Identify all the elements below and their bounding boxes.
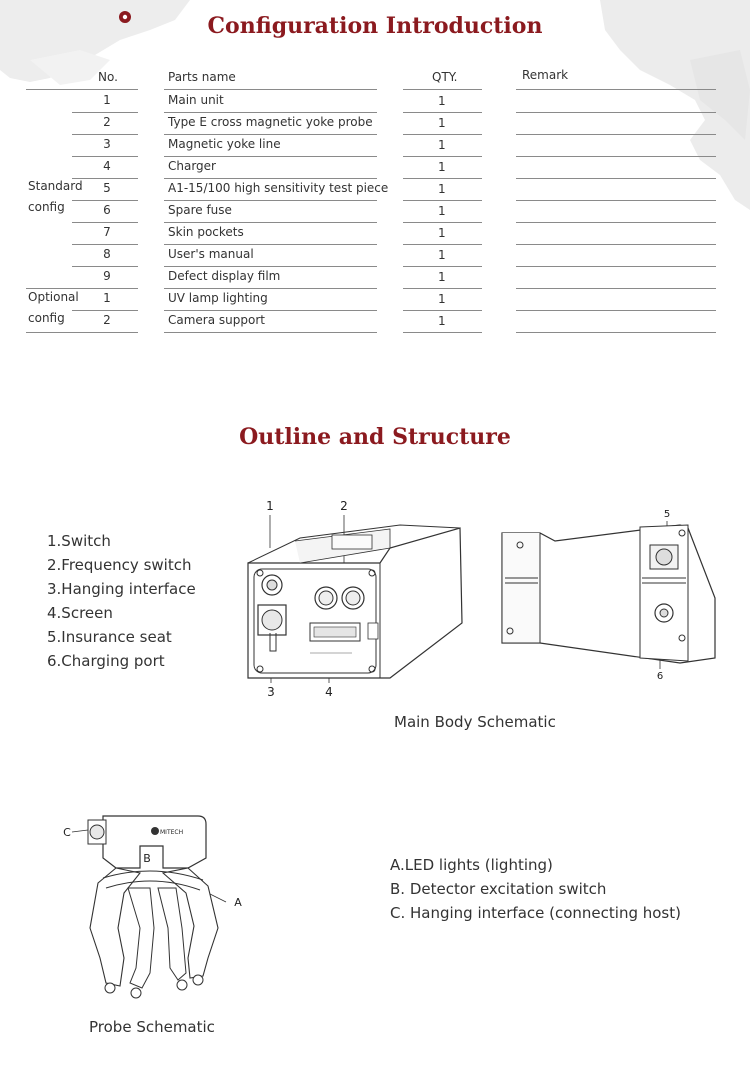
header-rule xyxy=(403,89,482,90)
row-rule xyxy=(403,134,482,135)
main-body-legend xyxy=(47,529,196,673)
main-legend-item: 3.Hanging interface xyxy=(47,580,196,598)
row-part-name: Skin pockets xyxy=(168,225,244,239)
row-rule xyxy=(516,134,716,135)
row-rule xyxy=(72,222,138,223)
row-rule xyxy=(164,266,377,267)
row-rule xyxy=(516,332,716,333)
callout-2: 2 xyxy=(340,499,348,513)
probe-drawing xyxy=(58,808,248,1013)
callout-4: 4 xyxy=(325,685,333,699)
row-rule xyxy=(72,134,138,135)
row-part-name: Defect display film xyxy=(168,269,281,283)
row-qty: 1 xyxy=(438,94,446,108)
row-rule xyxy=(72,112,138,113)
row-no: 6 xyxy=(103,203,111,217)
row-qty: 1 xyxy=(438,138,446,152)
callout-C: C xyxy=(63,826,71,839)
row-no: 5 xyxy=(103,181,111,195)
config-title: Configuration Introduction xyxy=(207,13,543,39)
callout-3: 3 xyxy=(267,685,275,699)
row-rule xyxy=(26,332,138,333)
row-part-name: Camera support xyxy=(168,313,265,327)
main-legend-item: 1.Switch xyxy=(47,532,111,550)
row-rule xyxy=(403,200,482,201)
row-rule xyxy=(164,244,377,245)
main-legend-item: 6.Charging port xyxy=(47,652,165,670)
row-rule xyxy=(516,222,716,223)
group-label-optional: config xyxy=(28,311,65,325)
row-rule xyxy=(72,244,138,245)
row-rule xyxy=(72,200,138,201)
row-rule xyxy=(164,310,377,311)
row-no: 9 xyxy=(103,269,111,283)
main-body-caption: Main Body Schematic xyxy=(394,713,556,731)
row-rule xyxy=(516,156,716,157)
row-rule xyxy=(26,288,138,289)
row-rule xyxy=(516,178,716,179)
outline-title: Outline and Structure xyxy=(239,424,511,450)
group-label-optional: Optional xyxy=(28,290,79,304)
header-rule xyxy=(26,89,138,90)
row-qty: 1 xyxy=(438,160,446,174)
probe-legend-item: B. Detector excitation switch xyxy=(390,880,607,898)
main-legend-item: 4.Screen xyxy=(47,604,113,622)
callout-A: A xyxy=(234,896,242,909)
row-rule xyxy=(164,156,377,157)
row-no: 3 xyxy=(103,137,111,151)
row-rule xyxy=(164,112,377,113)
main-legend-item: 2.Frequency switch xyxy=(47,556,192,574)
row-rule xyxy=(164,332,377,333)
row-qty: 1 xyxy=(438,292,446,306)
header-rule xyxy=(164,89,377,90)
probe-caption: Probe Schematic xyxy=(89,1018,215,1036)
row-rule xyxy=(516,310,716,311)
row-qty: 1 xyxy=(438,314,446,328)
main-unit-side-drawing xyxy=(500,503,720,688)
row-qty: 1 xyxy=(438,248,446,262)
row-qty: 1 xyxy=(438,226,446,240)
row-qty: 1 xyxy=(438,116,446,130)
row-qty: 1 xyxy=(438,270,446,284)
row-rule xyxy=(72,156,138,157)
probe-legend-item: C. Hanging interface (connecting host) xyxy=(390,904,681,922)
callout-6: 6 xyxy=(656,671,664,682)
row-rule xyxy=(403,244,482,245)
header-no: No. xyxy=(98,70,118,84)
row-rule xyxy=(164,288,377,289)
main-legend-item: 5.Insurance seat xyxy=(47,628,172,646)
row-rule xyxy=(164,200,377,201)
row-rule xyxy=(403,112,482,113)
row-rule xyxy=(403,288,482,289)
row-rule xyxy=(516,244,716,245)
row-part-name: Charger xyxy=(168,159,216,173)
row-no: 8 xyxy=(103,247,111,261)
row-rule xyxy=(516,112,716,113)
row-part-name: Spare fuse xyxy=(168,203,232,217)
row-part-name: Type E cross magnetic yoke probe xyxy=(168,115,373,129)
row-no: 1 xyxy=(103,291,111,305)
row-rule xyxy=(403,332,482,333)
row-rule xyxy=(72,266,138,267)
row-rule xyxy=(516,266,716,267)
row-part-name: Main unit xyxy=(168,93,224,107)
main-unit-front-drawing xyxy=(240,493,470,703)
row-no: 4 xyxy=(103,159,111,173)
header-rule xyxy=(516,89,716,90)
row-part-name: UV lamp lighting xyxy=(168,291,268,305)
row-rule xyxy=(164,178,377,179)
row-no: 7 xyxy=(103,225,111,239)
header-remark: Remark xyxy=(522,68,569,82)
row-rule xyxy=(403,156,482,157)
row-qty: 1 xyxy=(438,204,446,218)
row-rule xyxy=(72,310,138,311)
callout-5: 5 xyxy=(663,509,671,520)
row-rule xyxy=(403,222,482,223)
row-no: 2 xyxy=(103,115,111,129)
row-rule xyxy=(164,134,377,135)
row-rule xyxy=(403,310,482,311)
brand-mark: MITECH xyxy=(160,829,184,836)
row-qty: 1 xyxy=(438,182,446,196)
row-no: 2 xyxy=(103,313,111,327)
row-part-name: A1-15/100 high sensitivity test piece xyxy=(168,181,389,195)
probe-legend xyxy=(390,853,681,925)
row-rule xyxy=(516,288,716,289)
header-parts: Parts name xyxy=(168,70,236,84)
row-rule xyxy=(164,222,377,223)
row-rule xyxy=(403,178,482,179)
row-rule xyxy=(516,200,716,201)
row-part-name: User's manual xyxy=(168,247,254,261)
callout-B: B xyxy=(143,852,151,865)
callout-1: 1 xyxy=(266,499,274,513)
header-qty: QTY. xyxy=(432,70,458,84)
group-label-standard: config xyxy=(28,200,65,214)
group-label-standard: Standard xyxy=(28,179,83,193)
row-no: 1 xyxy=(103,93,111,107)
row-part-name: Magnetic yoke line xyxy=(168,137,281,151)
probe-legend-item: A.LED lights (lighting) xyxy=(390,856,553,874)
row-rule xyxy=(403,266,482,267)
